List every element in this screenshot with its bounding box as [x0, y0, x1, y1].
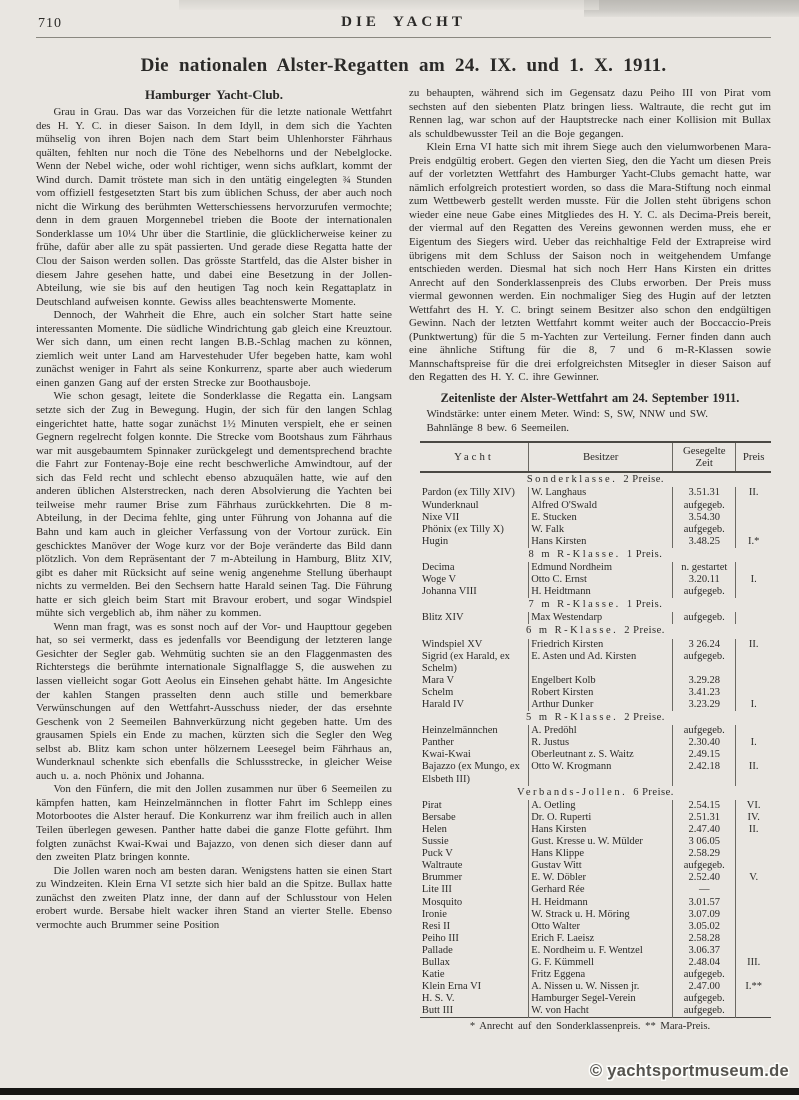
zeit-cell: 3.29.28 — [673, 675, 736, 687]
preis-cell — [736, 884, 771, 896]
zeit-cell: 2.30.40 — [673, 737, 736, 749]
besitzer-cell: Alfred O'Swald — [529, 500, 673, 512]
preis-cell: II. — [736, 761, 771, 785]
table-row — [420, 872, 771, 884]
column-header-yacht: Yacht — [420, 442, 529, 472]
right-column-text — [409, 87, 771, 385]
table-section-header — [420, 548, 771, 562]
page-bottom-bar — [0, 1088, 799, 1095]
yacht-cell: Waltraute — [421, 860, 463, 872]
zeit-cell: aufgegeb. — [673, 993, 736, 1005]
yacht-cell: Mosquito — [421, 896, 463, 908]
preis-cell: II. — [736, 824, 771, 836]
table-row — [420, 812, 771, 824]
yacht-cell: Peiho III — [421, 932, 459, 944]
table-row — [420, 749, 771, 761]
club-heading: Hamburger Yacht-Club. — [144, 87, 284, 102]
paragraph: zu behaupten, während sich im Gegensatz dazu Peiho III von Pirat vom sechsten auf den siebenten Platz bringen liess. Waltraute, die recht gut im Rennen lag, war schon auf der Hauptstrecke nach einer Kollision mit Bullax als schuldbewusster Teil an die Boje gegangen. — [409, 87, 771, 140]
zeit-cell: 3.06.37 — [673, 945, 736, 957]
zeit-cell: aufgegeb. — [673, 725, 736, 737]
table-row — [420, 1005, 771, 1018]
preis-cell — [736, 512, 771, 524]
preis-cell: III. — [736, 957, 771, 969]
paragraph: Grau in Grau. Das war das Vorzeichen für die letzte nationale Wettfahrt des H. Y. C. in dieser Saison. In dem Idyll, in dem sich die Yachten mühselig von ihren Bojen nach dem Start beim Uhlenhorster Fährhaus quälten, fehlten nur noch die Töne des Nebelhorns und der Nebelglocke. Wenn der Nebel wiche, oder wohl richtiger, wenn sichs aufklart, kommt der Wind durch. Damit tröstete man sich in den untätig eingelegten ¾ Stunden vom offiziell festgesetzten Start bis zum üblichen Schuss, der aber auch noch nicht die Wirkung des berühmten Wetterschiessens hervorzurufen vermochte; denn in dem grauen Morgennebel trieben die Boote der internationalen Sonderklasse um 10¼ Uhr über die Startlinie, die glücklicherweise keiner zu frühe, dafür aber alle zu spät passierten. Und gerade diese Regatta hatte der Clou der Saison werden sollen. Das grösste Startfeld, das die Alster bisher in diesem Jahre gesehen hatte, und dabei eine Besetzung in der Jollen-Abteilung, wie sie bis auf den heutigen Tag noch kein Regattaplatz in Deutschland aufweisen konnte. Gewiss alles beachtenswerte Momente. — [36, 106, 392, 308]
preis-cell — [736, 836, 771, 848]
zeit-cell: aufgegeb. — [673, 860, 736, 872]
table-section-header — [420, 598, 771, 612]
besitzer-cell: Otto Walter — [529, 921, 673, 933]
table-row — [420, 737, 771, 749]
besitzer-cell: Dr. O. Ruperti — [529, 812, 673, 824]
besitzer-cell: Fritz Eggena — [529, 969, 673, 981]
table-row — [420, 536, 771, 548]
yacht-cell: Sussie — [421, 836, 449, 848]
yacht-cell: Katie — [421, 969, 445, 981]
besitzer-cell: R. Justus — [529, 737, 673, 749]
table-row — [420, 897, 771, 909]
table-row — [420, 487, 771, 499]
table-section-header — [420, 624, 771, 638]
besitzer-cell: Erich F. Laeisz — [529, 933, 673, 945]
article-title: Die nationalen Alster-Regatten am 24. IX. und 1. X. 1911. — [140, 55, 667, 76]
yacht-cell: Panther — [421, 737, 454, 749]
paragraph: Die Jollen waren noch am besten daran. Wenigstens hatten sie einen Start zu Windzeiten. Klein Erna VI setzte sich hier bald an die Spitze. Bullax hatte zunächst den zweiten Platz inne, der dann auf der Schlusstour von Helen erobert wurde. Bersabe hielt wacker ihren Stand an vierter Stelle. Ebenso vermochte auch Brummer seine Position — [36, 864, 392, 931]
zeit-cell: 3.01.57 — [673, 897, 736, 909]
yacht-cell: Brummer — [421, 872, 463, 884]
yacht-cell: Bajazzo (ex Mungo, ex Elsbeth III) — [421, 761, 520, 785]
zeit-cell: 2.42.18 — [673, 761, 736, 785]
yacht-cell: Sigrid (ex Harald, ex Schelm) — [421, 650, 510, 674]
besitzer-cell: Max Westendarp — [529, 612, 673, 624]
preis-cell: V. — [736, 872, 771, 884]
zeit-cell: aufgegeb. — [673, 586, 736, 598]
column-header-besitzer: Besitzer — [529, 442, 673, 472]
besitzer-cell: Hamburger Segel-Verein — [529, 993, 673, 1005]
preis-cell — [736, 612, 771, 624]
zeit-cell: n. gestartet — [673, 562, 736, 574]
table-row — [420, 512, 771, 524]
table-row — [420, 884, 771, 896]
preis-cell — [736, 500, 771, 512]
yacht-cell: Woge V — [421, 574, 457, 586]
yacht-cell: Pardon (ex Tilly XIV) — [421, 487, 515, 499]
besitzer-cell: Engelbert Kolb — [529, 675, 673, 687]
zeit-cell: 2.51.31 — [673, 812, 736, 824]
preis-cell — [736, 897, 771, 909]
preis-cell — [736, 848, 771, 860]
preis-cell — [736, 921, 771, 933]
yacht-cell: Heinzelmännchen — [421, 725, 498, 737]
header-rule — [36, 37, 771, 38]
table-row — [420, 800, 771, 812]
yacht-cell: Nixe VII — [421, 511, 460, 523]
table-row — [420, 761, 771, 785]
table-row — [420, 921, 771, 933]
table-row — [420, 993, 771, 1005]
section-class-name: 6 m R-Klasse. — [525, 625, 619, 637]
yacht-cell: Phönix (ex Tilly X) — [421, 523, 504, 535]
table-row — [420, 524, 771, 536]
table-row — [420, 586, 771, 598]
page-number: 710 — [38, 16, 62, 31]
yacht-cell: Johanna VIII — [421, 586, 477, 598]
results-heading: Zeitenliste der Alster-Wettfahrt am 24. September 1911. — [440, 391, 740, 406]
besitzer-cell: W. Langhaus — [529, 487, 673, 499]
besitzer-cell: Arthur Dunker — [529, 699, 673, 711]
yacht-cell: Wunderknaul — [421, 499, 479, 511]
besitzer-cell: Hans Kirsten — [529, 536, 673, 548]
zeit-cell: 3.20.11 — [673, 574, 736, 586]
preis-cell — [736, 725, 771, 737]
table-row — [420, 725, 771, 737]
preis-cell — [736, 969, 771, 981]
preis-cell: I.** — [736, 981, 771, 993]
preis-cell: I. — [736, 574, 771, 586]
besitzer-cell: Gustav Witt — [529, 860, 673, 872]
zeit-cell: aufgegeb. — [673, 1005, 736, 1018]
preis-cell: I. — [736, 737, 771, 749]
left-column-text — [36, 106, 392, 932]
paragraph: Klein Erna VI hatte sich mit ihrem Siege auch den vielumworbenen Mara-Preis endgültig erobert. Gegen den vierten Sieg, den die Yacht um diesen Preis auf der vorletzten Wettfahrt des Hamburger Yacht-Clubs gemacht hatte, war nämlich erfolgreich protestiert worden, so dass die Mara-Stiftung noch einmal zum Wettbewerb gestellt werden musste. Für die Jollen steht übrigens schon wieder eine neue Gabe eines Mitgliedes des H. Y. C. als Decima-Preis bereit, der viermal auf den Regatten des Vereins gewonnen werden muss, ehe er Eigentum des Siegers wird. Ueber das reichhaltige Feld der Extrapreise wird übrigens mit dem Schluss der Saison noch in weitgehendem Umfange entschieden werden. Diesmal hat sich noch Herr Hans Kirsten ein drittes Anrecht auf den Sonderklassenpreis des Clubs erworben. Der Preis muss viermal gewonnen werden. Ein nochmaliger Sieg des Hugin auf der letzten Wettfahrt des H. Y. C. bringt seinem Besitzer also schon den endgültigen Gewinn. Nach der letzten Wettfahrt kommt weiter auch der Boccaccio-Preis (Punktwertung) für die 5 m-Yachten zur Verteilung. Ferner finden dann auch eine ähnliche Stiftung für die 8, 7 und 6 m-R-Klassen sowie Mannschaftspreise für die drei erfolgreichsten Mitsegler in dieser Saison auf den Regatten des H. Y. C. ihre Gewinner. — [409, 141, 771, 384]
yacht-cell: Ironie — [421, 908, 447, 920]
yacht-cell: Mara V — [421, 674, 455, 686]
preis-cell — [736, 749, 771, 761]
preis-cell — [736, 933, 771, 945]
zeit-cell: aufgegeb. — [673, 969, 736, 981]
table-row — [420, 574, 771, 586]
besitzer-cell: Friedrich Kirsten — [529, 639, 673, 651]
yacht-cell: Blitz XIV — [421, 612, 464, 624]
preis-cell — [736, 687, 771, 699]
section-class-name: 5 m R-Klasse. — [525, 712, 619, 724]
zeit-cell: 2.49.15 — [673, 749, 736, 761]
journal-header — [36, 14, 771, 34]
yacht-cell: Puck V — [421, 848, 453, 860]
zeit-cell: 3 06.05 — [673, 836, 736, 848]
zeit-cell: aufgegeb. — [673, 500, 736, 512]
page-bottom-strip — [0, 1095, 799, 1100]
besitzer-cell: W. Falk — [529, 524, 673, 536]
besitzer-cell: Hans Kirsten — [529, 824, 673, 836]
section-prize-count: 2 Preise. — [624, 625, 665, 637]
yacht-cell: Klein Erna VI — [421, 981, 482, 993]
table-row — [420, 639, 771, 651]
preis-cell — [736, 945, 771, 957]
yacht-cell: H. S. V. — [421, 993, 455, 1005]
zeit-cell: 2.58.29 — [673, 848, 736, 860]
besitzer-cell: E. Asten und Ad. Kirsten — [529, 651, 673, 675]
zeit-cell: aufgegeb. — [673, 524, 736, 536]
yacht-cell: Bersabe — [421, 811, 456, 823]
yacht-cell: Kwai-Kwai — [421, 749, 471, 761]
besitzer-cell: W. von Hacht — [529, 1005, 673, 1018]
preis-cell — [736, 909, 771, 921]
table-section-header — [420, 786, 771, 800]
besitzer-cell: Hans Klippe — [529, 848, 673, 860]
table-row — [420, 651, 771, 675]
besitzer-cell: E. Nordheim u. F. Wentzel — [529, 945, 673, 957]
preis-cell — [736, 993, 771, 1005]
results-table — [420, 441, 771, 1018]
yacht-cell: Lite III — [421, 884, 452, 896]
table-row — [420, 612, 771, 624]
yacht-cell: Pallade — [421, 944, 453, 956]
zeit-cell: 3.54.30 — [673, 512, 736, 524]
zeit-cell: 3.48.25 — [673, 536, 736, 548]
table-row — [420, 933, 771, 945]
article-columns — [36, 87, 771, 1032]
left-column — [36, 87, 392, 1032]
table-row — [420, 699, 771, 711]
right-column — [409, 87, 771, 1032]
besitzer-cell: A. Oetling — [529, 800, 673, 812]
zeit-cell: 2.47.40 — [673, 824, 736, 836]
zeit-cell: 2.58.28 — [673, 933, 736, 945]
zeit-cell: aufgegeb. — [673, 612, 736, 624]
yacht-cell: Pirat — [421, 799, 442, 811]
besitzer-cell: Gust. Kresse u. W. Mülder — [529, 836, 673, 848]
zeit-cell: 3.51.31 — [673, 487, 736, 499]
preis-cell — [736, 562, 771, 574]
zeit-cell: 3 26.24 — [673, 639, 736, 651]
yacht-cell: Harald IV — [421, 699, 465, 710]
preis-cell: II. — [736, 639, 771, 651]
results-table-header — [420, 442, 771, 472]
yacht-cell: Hugin — [421, 535, 449, 547]
table-row — [420, 836, 771, 848]
results-footnote: * Anrecht auf den Sonderklassenpreis. ** Mara-Preis. — [469, 1021, 711, 1033]
zeit-cell: 2.52.40 — [673, 872, 736, 884]
zeit-cell: 3.05.02 — [673, 921, 736, 933]
besitzer-cell: E. Stucken — [529, 512, 673, 524]
yacht-cell: Decima — [421, 561, 455, 573]
paragraph: Dennoch, der Wahrheit die Ehre, auch ein solcher Start hatte seine interessanten Momente. Die südliche Windrichtung gab gleich eine Kreuztour. Wer sich dann, um einen recht langen B.B.-Schlag machen zu können, ziemlich weit unter Land am Harvestehuder Ufer begeben hatte, kam wohl zunächst weniger in Fahrt als seine Konkurrenz, sparte aber auch wiederum einen ganzen Gang auf der ersten Strecke zur Boothausboje. — [36, 309, 392, 389]
besitzer-cell: G. F. Kümmell — [529, 957, 673, 969]
yacht-cell: Resi II — [421, 920, 451, 932]
besitzer-cell: E. W. Döbler — [529, 872, 673, 884]
preis-cell: IV. — [736, 812, 771, 824]
besitzer-cell: H. Heidmann — [529, 897, 673, 909]
besitzer-cell: A. Nissen u. W. Nissen jr. — [529, 981, 673, 993]
results-section — [409, 391, 771, 1032]
besitzer-cell: A. Predöhl — [529, 725, 673, 737]
section-class-name: Verbands-Jollen. — [516, 786, 628, 798]
section-prize-count: 1 Preis. — [626, 599, 663, 611]
table-row — [420, 562, 771, 574]
besitzer-cell: Oberleutnant z. S. Waitz — [529, 749, 673, 761]
results-conditions-line1: Windstärke: unter einem Meter. Wind: S, SW, NNW und SW. — [426, 408, 708, 421]
preis-cell: II. — [736, 487, 771, 499]
zeit-cell: aufgegeb. — [673, 651, 736, 675]
preis-cell: I. — [736, 699, 771, 711]
yacht-cell: Butt III — [421, 1005, 454, 1017]
besitzer-cell: Otto W. Krogmann — [529, 761, 673, 785]
yacht-cell: Bullax — [421, 956, 450, 968]
section-class-name: 8 m R-Klasse. — [528, 548, 621, 560]
table-row — [420, 969, 771, 981]
yacht-cell: Schelm — [421, 686, 454, 698]
preis-cell: VI. — [736, 800, 771, 812]
besitzer-cell: H. Heidtmann — [529, 586, 673, 598]
zeit-cell: 2.47.00 — [673, 981, 736, 993]
table-row — [420, 675, 771, 687]
preis-cell — [736, 586, 771, 598]
section-class-name: 7 m R-Klasse. — [528, 599, 621, 611]
table-row — [420, 945, 771, 957]
table-row — [420, 848, 771, 860]
column-header-zeit: Gesegelte Zeit — [673, 442, 736, 472]
preis-cell — [736, 1005, 771, 1018]
section-prize-count: 6 Preise. — [633, 786, 674, 798]
table-row — [420, 860, 771, 872]
section-class-name: Sonderklasse. — [526, 474, 618, 486]
paragraph: Wenn man fragt, was es sonst noch auf der Vor- und Haupttour gegeben hat, so sei vermerkt, dass es jedenfalls vor Beendigung der letzteren lange Gesichter der Segler gab. Wehmütig suchten sie an den Flaggenmasten des Richterstegs die berühmte internationale Signalflagge S, die auswehen zu lassen vielleicht sogar Gott Aeolus ein Einsehen gehabt hätte. Im Angesichte der kahlen Stangen prasselten denn auch stille und bemerkbare Verwünschungen auf den Wettfahrt-Ausschuss nieder, der das ersehnte Geschenk von 2 Seemeilen Bahnverkürzung nicht gegeben hatte. Um des grausamen Spiels ein Ende zu machen, kürzten sich die Segler den Weg selbst ab. Blitz kam schon unter hölzernem Leesegel beim Fährhaus an, Wunderknaul schenkte sich ebenfalls die Schlussstrecke, in gleicher Weise auch u. a. noch Phönix und Johanna. — [36, 620, 392, 782]
preis-cell — [736, 675, 771, 687]
journal-title: DIE YACHT — [341, 14, 466, 30]
section-prize-count: 2 Preise. — [624, 712, 665, 724]
zeit-cell: 3.23.29 — [673, 699, 736, 711]
section-prize-count: 1 Preis. — [626, 548, 663, 560]
zeit-cell: 3.07.09 — [673, 909, 736, 921]
zeit-cell: 2.54.15 — [673, 800, 736, 812]
table-section-header — [420, 711, 771, 725]
table-row — [420, 909, 771, 921]
yacht-cell: Helen — [421, 823, 447, 835]
besitzer-cell: Robert Kirsten — [529, 687, 673, 699]
table-row — [420, 500, 771, 512]
table-row — [420, 824, 771, 836]
paragraph: Wie schon gesagt, leitete die Sonderklasse die Regatta ein. Langsam setzte sich der Zug in Bewegung. Hugin, der sich für den langen Schlag eingerichtet hatte, hatte sogar zunächst 1½ Minuten verspielt, ehe er seinen Gegnern regelrecht folgen konnte. Die Strecke vom Bootshaus zum Fährhaus war mit ausgebaumtem Spinnaker zurückgelegt und dementsprechend brachte die Fahrt zur Fontenay-Boje eine recht beschwerliche Amwindtour, auf der sich das Feld recht und schlecht ebenso abzuquälen hatte, wie auf den anderen üblichen Alsterstrecken, nach deren Absolvierung die Yachten bei teilweise mehr raumer Brise zum Fährhaus zurückkehrten. Die 8 m-Abteilung, in der Decima fehlte, ging unter Führung von Johanna auf die Bahn und kam auch in gleicher Verfassung von der Vortour zurück. Ein geschicktes Manöver der Woge kurz vor der Boje veränderte das Bild dann plötzlich. Von dem Repräsentant der 7 m-Abteilung in Hamburg, Blitz XIV, gibt es daher mit Rücksicht auf seine wenig angenehme Stellung überhaupt nichts zu vermelden. Bei den Sechsern hatte Harald seinen Tag. Die Führung hatte er sich gleich beim Start mit Bravour erobert, und sogar Windspiel mühte sich vergeblich ab, ihm näher zu kommen. — [36, 390, 392, 620]
preis-cell: I.* — [736, 536, 771, 548]
besitzer-cell: Gerhard Rée — [529, 884, 673, 896]
table-section-header — [420, 472, 771, 487]
column-header-preis: Preis — [736, 442, 771, 472]
results-conditions-line2: Bahnlänge 8 bew. 6 Seemeilen. — [426, 421, 570, 434]
besitzer-cell: W. Strack u. H. Möring — [529, 909, 673, 921]
results-table-body — [420, 472, 771, 1018]
preis-cell — [736, 651, 771, 675]
watermark: © yachtsportmuseum.de — [589, 1062, 789, 1080]
table-row — [420, 981, 771, 993]
table-row — [420, 687, 771, 699]
table-row — [420, 957, 771, 969]
besitzer-cell: Otto C. Ernst — [529, 574, 673, 586]
section-prize-count: 2 Preise. — [623, 474, 665, 486]
besitzer-cell: Edmund Nordheim — [529, 562, 673, 574]
zeit-cell: 2.48.04 — [673, 957, 736, 969]
yacht-cell: Windspiel XV — [421, 638, 483, 650]
preis-cell — [736, 524, 771, 536]
preis-cell — [736, 860, 771, 872]
paragraph: Von den Fünfern, die mit den Jollen zusammen nur über 6 Seemeilen zu kämpfen hatten, kam Heinzelmännchen in flotter Fahrt im Schlepp eines Motorbootes die Alster herauf. Die Konkurrenz war ihm freilich auch in allen Teilen überlegen gewesen. Panther hatte dabei die ganze Flotte geführt. Ihm folgten zunächst Kwai-Kwai und Bajazzo, von denen sich dieser dann auf den zweiten Platz bringen konnte. — [36, 783, 392, 864]
zeit-cell: 3.41.23 — [673, 687, 736, 699]
zeit-cell: — — [673, 884, 736, 896]
